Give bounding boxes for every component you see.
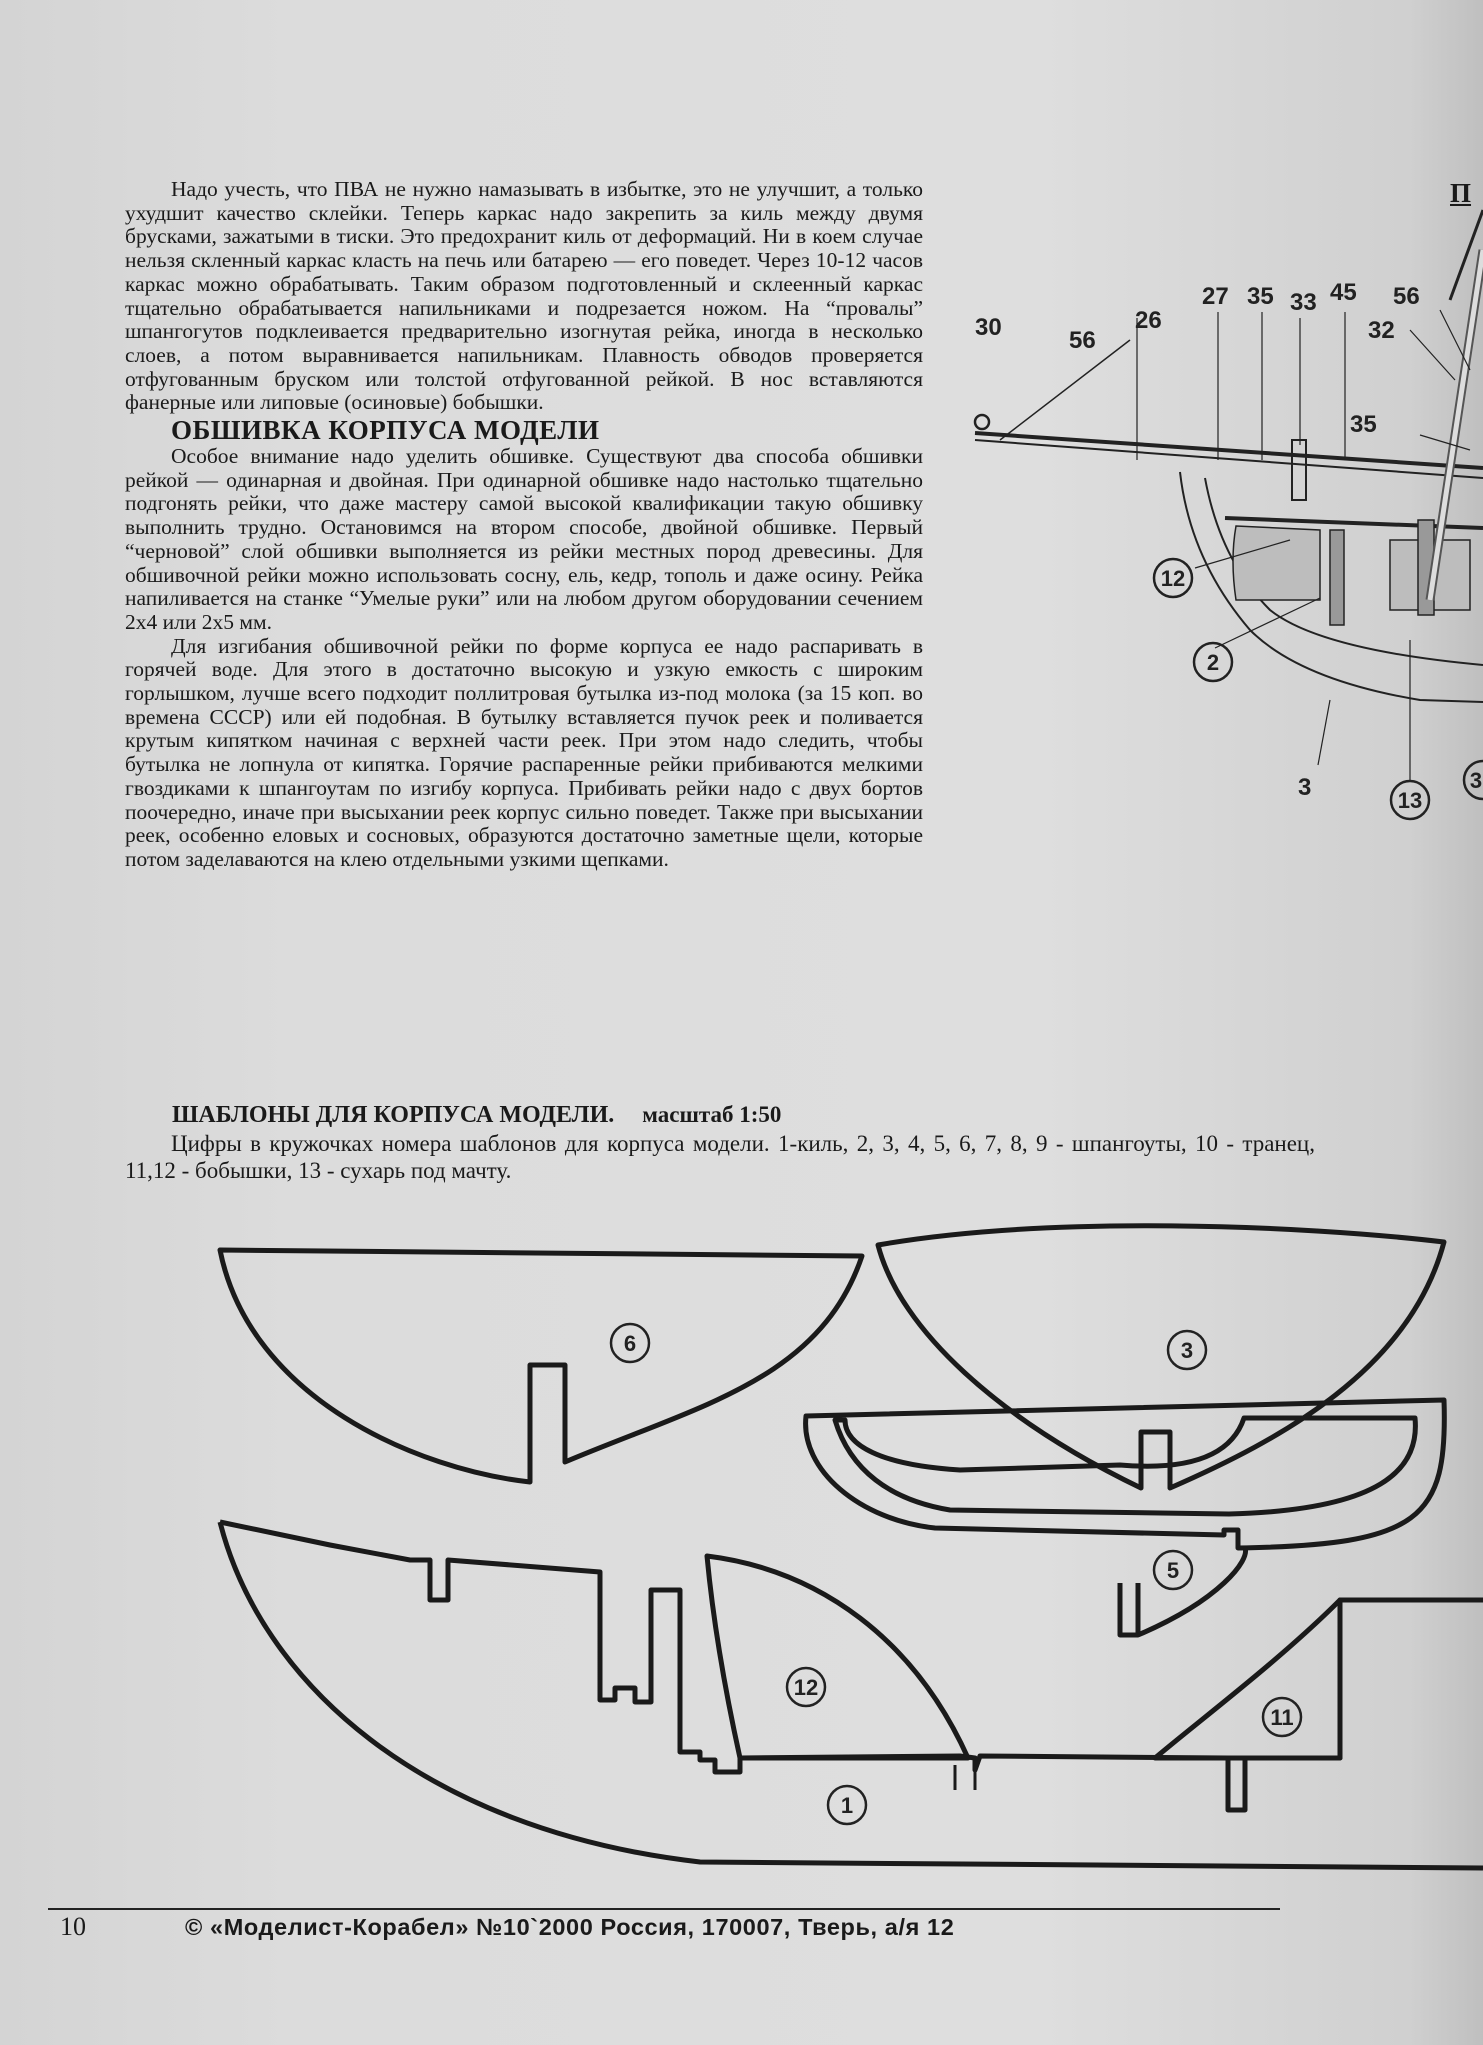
template-11-outline (1155, 1600, 1340, 1758)
hull-templates (220, 1226, 1483, 1868)
circled-12: 12 (1160, 566, 1186, 591)
callout-26: 26 (1135, 307, 1162, 334)
callout-3: 3 (1298, 774, 1312, 801)
circled-2: 2 (1206, 650, 1220, 675)
template-label-11: 11 (1270, 1705, 1294, 1730)
footer-copyright: © «Моделист-Корабел» №10`2000 Россия, 170007, Тверь, а/я 12 (185, 1914, 955, 1940)
template-label-1: 1 (840, 1793, 854, 1818)
circled-3-edge: 3 (1469, 768, 1483, 793)
callout-27: 27 (1202, 283, 1229, 310)
template-12-outline (707, 1556, 968, 1758)
template-6-outline (220, 1250, 862, 1482)
callout-35-top: 35 (1247, 283, 1274, 310)
drawing-callouts (975, 279, 1420, 801)
templates-caption-text: Цифры в кружочках номера шаблонов для корпуса модели. 1-киль, 2, 3, 4, 5, 6, 7, 8, 9 - шпангоуты, 10 - транец, 11,12 - бобышки, 13 - сухарь под мачту. (125, 1131, 1315, 1183)
template-label-6: 6 (623, 1331, 637, 1356)
page-number: 10 (60, 1912, 86, 1941)
paragraph-steaming: Для изгибания обшивочной рейки по форме корпуса ее надо распаривать в горячей воде. Для этого в достаточно высокую и узкую емкость с широким горлышком, лучше всего подходит поллитровая бутылка из-под молока (за 15 коп. во времена СССР) или ей подобная. В бутылку вставляется пучок реек и поливается крутым кипятком начиная с верхней части реек. При этом надо следить, чтобы бутылка не лопнула от кипятка. Горячие распаренные рейки прибиваются мелкими гвоздиками к шпангоутам по изгибу корпуса. Прибивать рейки надо с двух бортов поочередно, иначе при высыхании реек корпус сильно поведет. Также при высыхании реек, особенно еловых и сосновых, образуются достаточно заметные щели, которые потом заделаваются на клею отдельными узкими щепками. (125, 633, 923, 871)
paragraph-glue: Надо учесть, что ПВА не нужно намазывать в избытке, это не улучшит, а только ухудшит качество склейки. Теперь каркас надо закрепить за киль между двумя брусками, зажатыми в тиски. Это предохранит киль от деформаций. Ни в коем случае нельзя скленный каркас класть на печь или батарею — его поведет. Через 10-12 часов каркас можно обрабатывать. Таким образом подготовленный и склеенный каркас тщательно обрабатывается напильниками и подрезается ножом. На “провалы” шпангогутов подклеивается предварительно изогнутая рейка, иногда в несколько слоев, а потом выравнивается напильникам. Плавность обводов проверяется отфугованным бруском или толстой отфугованной рейкой. В нос вставляются фанерные или липовые (осиновые) бобышки. (125, 177, 923, 415)
callout-45: 45 (1330, 279, 1357, 306)
drawing-title-fragment: П (1450, 178, 1472, 208)
callout-30: 30 (975, 314, 1002, 341)
templates-scale: масштаб 1:50 (642, 1102, 782, 1127)
callout-35-mid: 35 (1350, 411, 1377, 438)
template-label-12: 12 (793, 1675, 819, 1700)
circled-13: 13 (1397, 788, 1423, 813)
template-label-3: 3 (1180, 1338, 1194, 1363)
template-5-lower (1120, 1548, 1246, 1635)
section-heading-planking: ОБШИВКА КОРПУСА МОДЕЛИ (171, 415, 600, 446)
template-3-outline (878, 1226, 1444, 1488)
template-5-outline (806, 1400, 1445, 1548)
paragraph-planking: Особое внимание надо уделить обшивке. Существуют два способа обшивки рейкой — одинарная и двойная. При одинарной обшивке надо настолько тщательно подгонять рейки, что даже мастеру самой высокой квалификации такую обшивку выполнить трудно. Остановимся на втором способе, двойной обшивке. Первый “черновой” слой обшивки выполняется из рейки местных пород древесины. Для обшивочной рейки можно использовать сосну, ель, кедр, тополь и даже осину. Рейка напиливается на станке “Умелые руки” или на любом другом оборудовании сечением 2x4 или 2x5 мм. (125, 444, 923, 634)
footer-rule (48, 1908, 1280, 1910)
callout-56-left: 56 (1069, 327, 1096, 354)
template-label-5: 5 (1166, 1558, 1180, 1583)
templates-title: ШАБЛОНЫ ДЛЯ КОРПУСА МОДЕЛИ. (172, 1102, 615, 1128)
callout-32: 32 (1368, 317, 1395, 344)
callout-33: 33 (1290, 289, 1317, 316)
callout-56-right: 56 (1393, 283, 1420, 310)
